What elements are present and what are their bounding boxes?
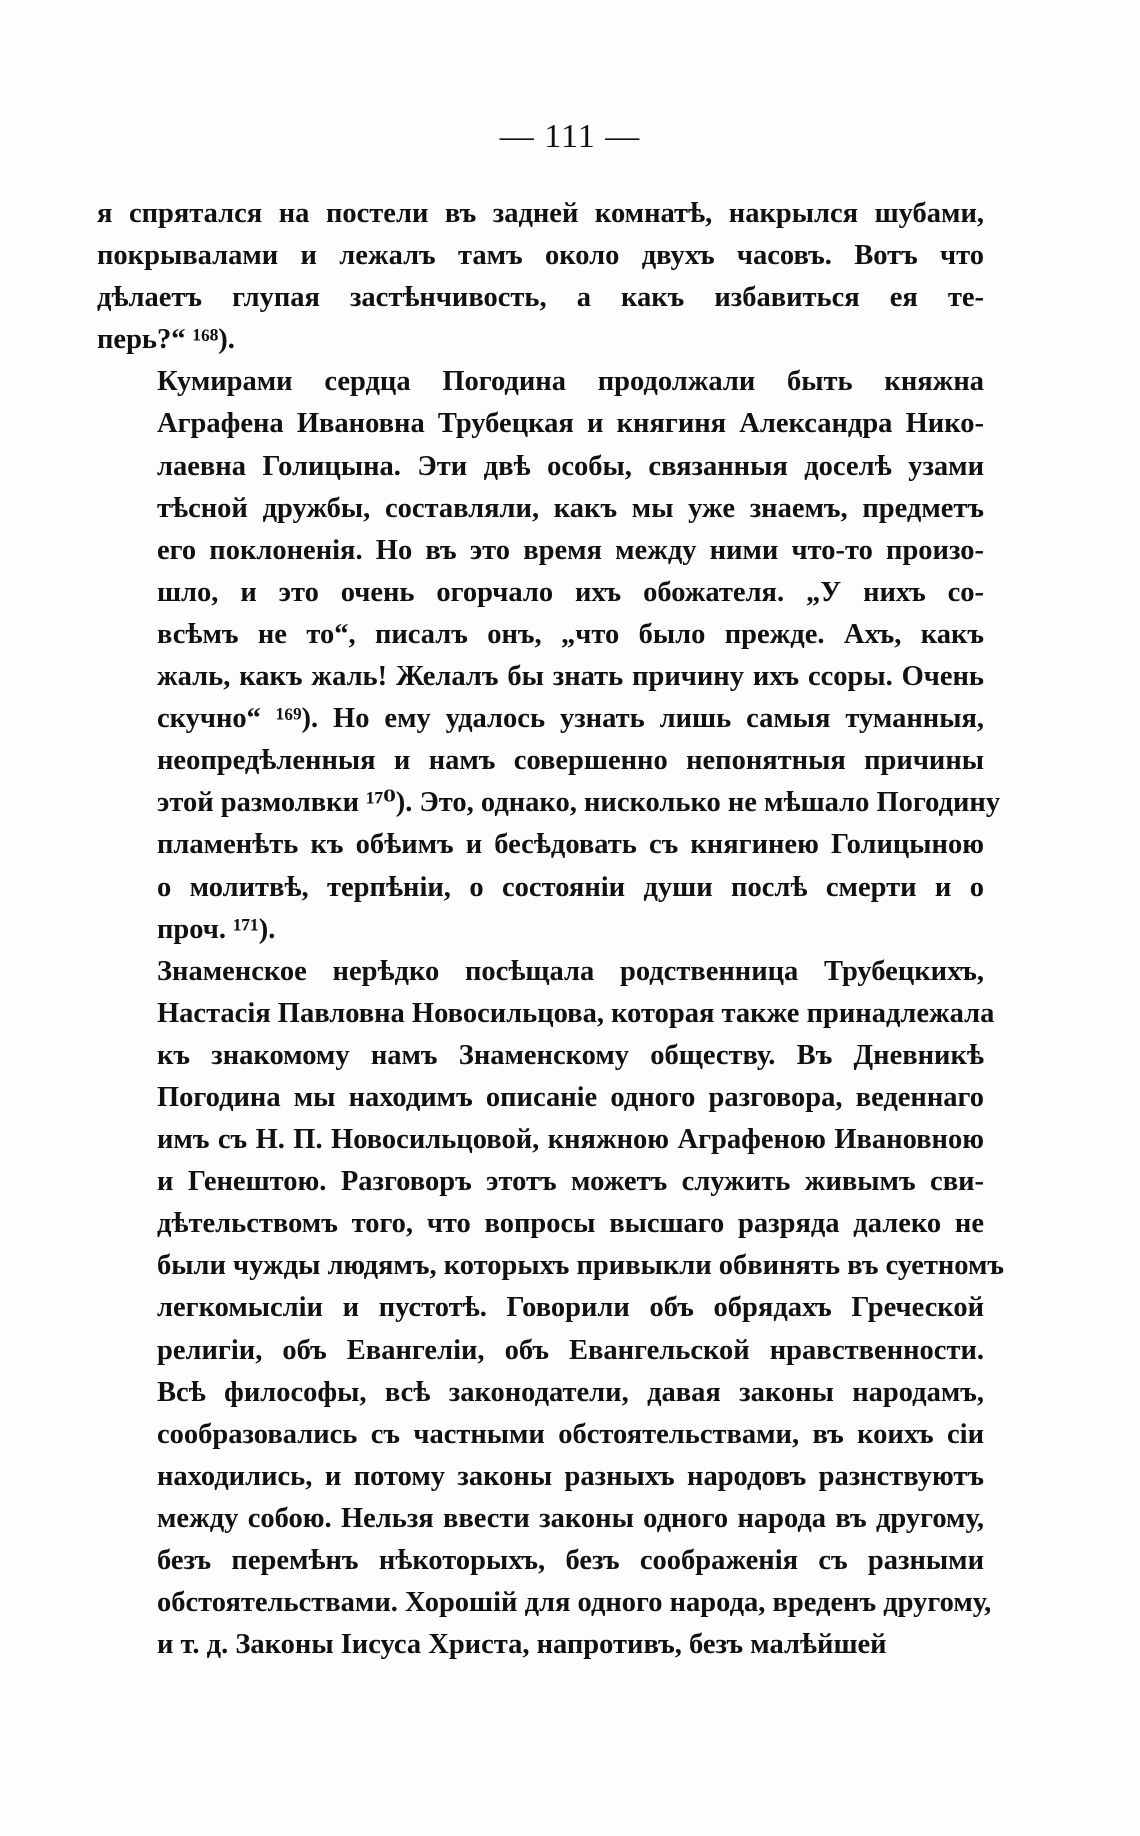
text-line: безъ перемѣнъ нѣкоторыхъ, безъ соображенія съ разными (157, 1545, 984, 1576)
text-line: и т. д. Законы Іисуса Христа, напротивъ, безъ малѣйшей (157, 1629, 887, 1661)
text-line: тѣсной дружбы, составляли, какъ мы уже знаемъ, предметъ (157, 492, 984, 524)
text-line: были чужды людямъ, которыхъ привыкли обвинять въ суетномъ (157, 1250, 1005, 1282)
text-line: я спрятался на постели въ задней комнатѣ, накрылся шубами, (97, 198, 984, 229)
text-line: легкомысліи и пустотѣ. Говорили объ обрядахъ Греческой (157, 1292, 984, 1324)
text-line: дѣлаетъ глупая застѣнчивость, а какъ избавиться ея те- (97, 282, 984, 314)
text-line: перь?“ ¹⁶⁸). (97, 324, 235, 356)
text-line: Знаменское нерѣдко посѣщала родственница Трубецкихъ, (157, 955, 984, 987)
text-line: Аграфена Ивановна Трубецкая и княгиня Александра Нико- (157, 408, 984, 440)
text-line: имъ съ Н. П. Новосильцовой, княжною Аграфеною Ивановною (157, 1124, 984, 1156)
text-line: пламенѣть къ обѣимъ и бесѣдовать съ княгинею Голицыною (157, 829, 984, 861)
text-line: и Генештою. Разговоръ этотъ можетъ служить живымъ сви- (157, 1166, 984, 1198)
page-number: — 111 — (499, 118, 641, 155)
text-line: всѣмъ не то“, писалъ онъ, „что было прежде. Ахъ, какъ (157, 618, 984, 650)
text-line: дѣтельствомъ того, что вопросы высшаго разряда далеко не (157, 1208, 984, 1240)
text-line: скучно“ ¹⁶⁹). Но ему удалось узнать лишь самыя туманныя, (157, 703, 984, 735)
paragraph (97, 361, 1001, 950)
text-line: находились, и потому законы разныхъ народовъ разнствуютъ (157, 1460, 984, 1492)
paragraph (97, 193, 984, 361)
text-line: лаевна Голицына. Эти двѣ особы, связанныя доселѣ узами (157, 450, 984, 482)
text-line: неопредѣленныя и намъ совершенно непонятныя причины (157, 745, 984, 777)
text-line: Настасія Павловна Новосильцова, которая также принадлежала (157, 997, 995, 1029)
text-line: о молитвѣ, терпѣніи, о состояніи души послѣ смерти и о (157, 871, 984, 903)
text-line: къ знакомому намъ Знаменскому обществу. Въ Дневникѣ (157, 1039, 984, 1071)
text-line: Кумирами сердца Погодина продолжали быть княжна (157, 366, 984, 398)
text-line: его поклоненія. Но въ это время между ними что-то произо- (157, 534, 984, 566)
text-line: проч. ¹⁷¹). (157, 913, 276, 945)
text-line: этой размолвки ¹⁷⁰). Это, однако, нисколько не мѣшало Погодину (157, 787, 1001, 819)
text-line: жаль, какъ жаль! Желалъ бы знать причину ихъ ссоры. Очень (157, 661, 984, 693)
text-line: покрывалами и лежалъ тамъ около двухъ часовъ. Вотъ что (97, 240, 984, 272)
text-line: между собою. Нельзя ввести законы одного народа въ другому, (157, 1502, 984, 1534)
paragraph (97, 951, 1005, 1667)
text-line: шло, и это очень огорчало ихъ обожателя. „У нихъ со- (157, 576, 984, 608)
text-line: религіи, объ Евангеліи, объ Евангельской нравственности. (157, 1334, 984, 1366)
body-text (97, 193, 1005, 1666)
text-line: Всѣ философы, всѣ законодатели, давая законы народамъ, (157, 1376, 984, 1408)
text-line: сообразовались съ частными обстоятельствами, въ коихъ сіи (157, 1418, 984, 1450)
text-line: Погодина мы находимъ описаніе одного разговора, веденнаго (157, 1081, 984, 1113)
text-line: обстоятельствами. Хорошій для одного народа, вреденъ другому, (157, 1587, 992, 1619)
